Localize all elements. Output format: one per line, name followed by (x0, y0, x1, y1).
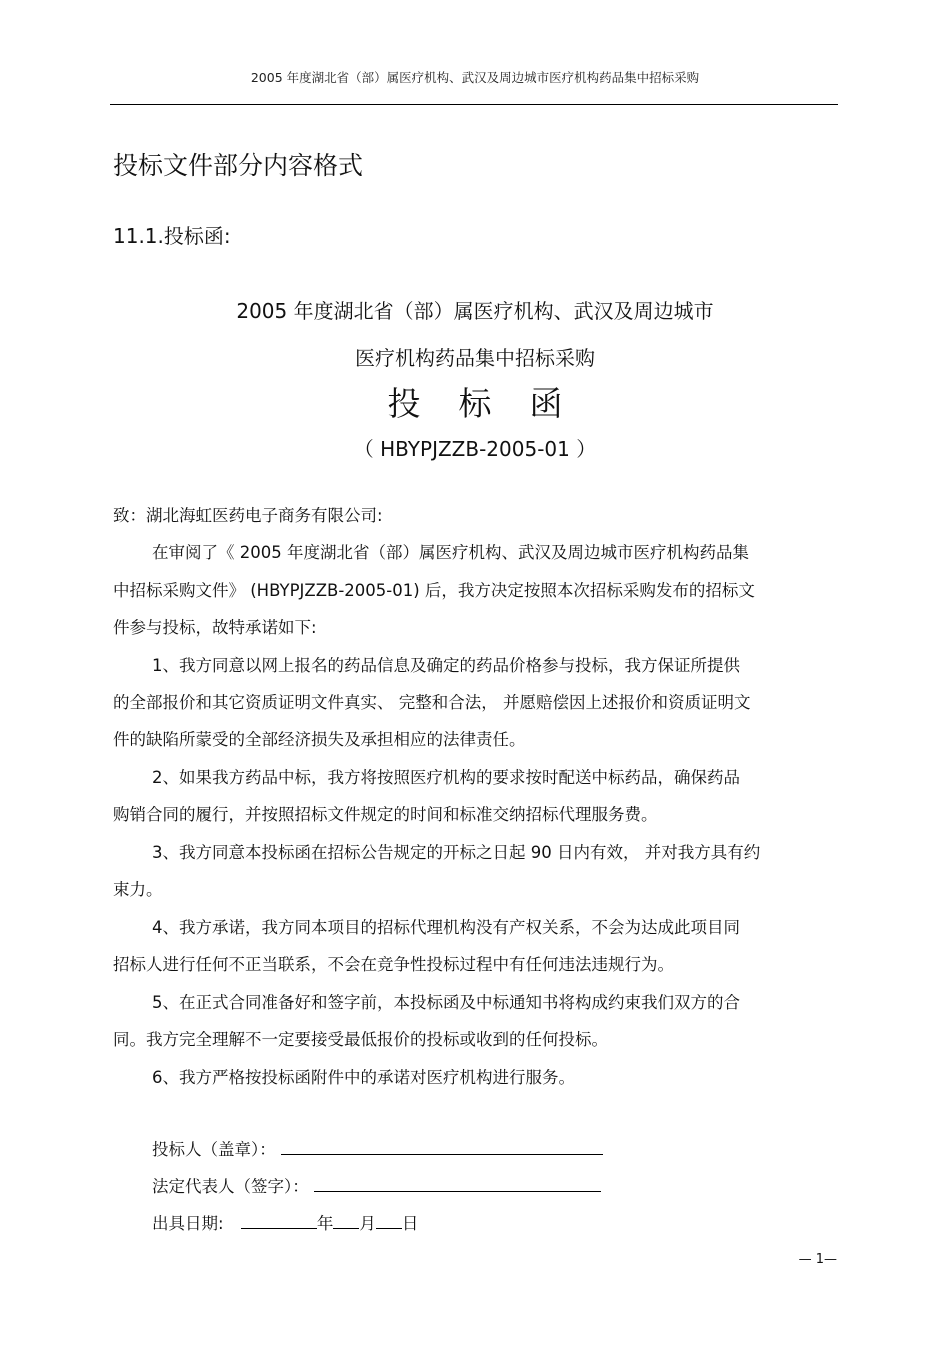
date-month-line (333, 1214, 359, 1229)
representative-signature-row (152, 1173, 601, 1197)
item-2-line: 2、如果我方药品中标，我方将按照医疗机构的要求按时配送中标药品，确保药品 (152, 768, 740, 787)
item-3-line: 3、我方同意本投标函在招标公告规定的开标之日起 90 日内有效， 并对我方具有约 (152, 843, 761, 862)
month-label: 月 (359, 1214, 376, 1233)
item-5-line: 同。我方完全理解不一定要接受最低报价的投标或收到的任何投标。 (113, 1030, 608, 1049)
year-label: 年 (316, 1214, 334, 1233)
bidder-signature-row (152, 1136, 603, 1160)
item-4-line: 招标人进行任何不正当联系，不会在竞争性投标过程中有任何违法违规行为。 (113, 955, 674, 974)
item-2-line: 购销合同的履行，并按照招标文件规定的时间和标准交纳招标代理服务费。 (113, 805, 658, 824)
letter-code: （ HBYPJZZB-2005-01 ） (353, 437, 597, 461)
letter-title-line2: 医疗机构药品集中招标采购 (355, 346, 595, 370)
addressee: 致：湖北海虹医药电子商务有限公司: (113, 506, 383, 525)
intro-line: 件参与投标，故特承诺如下: (113, 618, 317, 637)
intro-line: 在审阅了《 2005 年度湖北省（部）属医疗机构、武汉及周边城市医疗机构药品集 (152, 543, 749, 562)
date-year-line (241, 1214, 317, 1229)
bidder-seal-line (281, 1140, 603, 1155)
item-6-line: 6、我方严格按投标函附件中的承诺对医疗机构进行服务。 (152, 1068, 575, 1087)
running-header: 2005 年度湖北省（部）属医疗机构、武汉及周边城市医疗机构药品集中招标采购 (250, 70, 700, 85)
section-subtitle: 11.1.投标函: (113, 224, 231, 248)
item-1-line: 件的缺陷所蒙受的全部经济损失及承担相应的法律责任。 (113, 730, 526, 749)
section-title: 投标文件部分内容格式 (113, 151, 364, 180)
item-3-line: 束力。 (113, 880, 163, 899)
representative-sign-line (314, 1177, 601, 1192)
item-4-line: 4、我方承诺，我方同本项目的招标代理机构没有产权关系，不会为达成此项目同 (152, 918, 740, 937)
item-1-line: 的全部报价和其它资质证明文件真实、 完整和合法， 并愿赔偿因上述报价和资质证明文 (113, 693, 751, 712)
day-label: 日 (401, 1214, 419, 1233)
item-1-line: 1、我方同意以网上报名的药品信息及确定的药品价格参与投标，我方保证所提供 (152, 656, 740, 675)
bidder-label: 投标人（盖章）： (152, 1140, 276, 1159)
letter-main-title: 投标函 (387, 384, 601, 423)
page-number: — 1— (798, 1252, 837, 1267)
date-row (152, 1210, 418, 1234)
date-label: 出具日期: (152, 1214, 224, 1233)
letter-title-line1: 2005 年度湖北省（部）属医疗机构、武汉及周边城市 (236, 299, 714, 323)
representative-label: 法定代表人（签字）： (152, 1177, 309, 1196)
item-5-line: 5、在正式合同准备好和签字前，本投标函及中标通知书将构成约束我们双方的合 (152, 993, 740, 1012)
intro-line: 中招标采购文件》 (HBYPJZZB-2005-01) 后，我方决定按照本次招标采购发布的招标文 (113, 581, 755, 600)
date-day-line (376, 1214, 402, 1229)
header-rule (110, 104, 838, 105)
